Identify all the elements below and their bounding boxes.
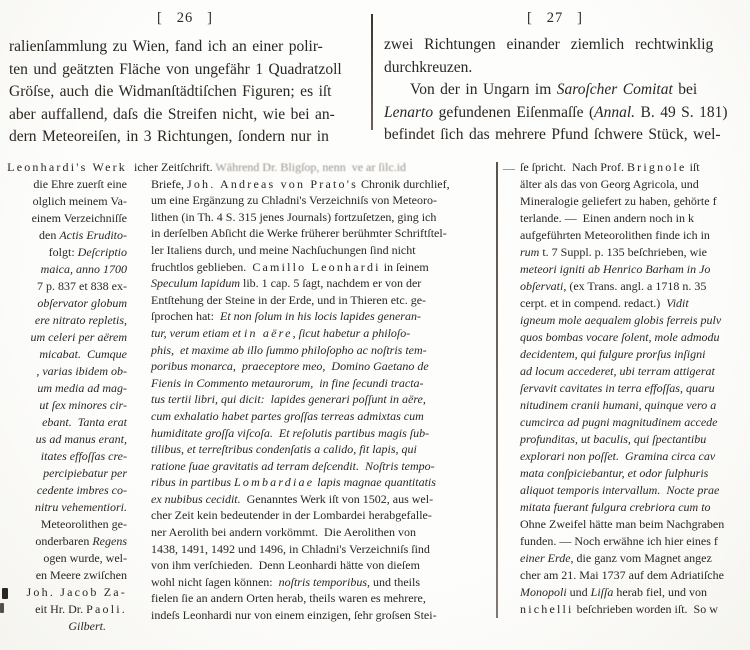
text-segment: Chronik durchlief, [357,176,450,191]
text-line [520,397,750,414]
text-line [134,159,473,176]
text-line [384,124,748,147]
text-line [151,507,473,524]
text-segment: befindet ſich das mehrere Pfund ſchwere Stück, wel- [384,126,721,144]
text-segment: fruchtlos geblieben. [151,259,253,274]
text-segment: itates effoſſas cre- [40,449,127,463]
text-segment: tilibus, et terreſtribus condenſatis a calido, fit lapis, qui [151,442,417,457]
text-segment: Paoli. [86,602,127,616]
text-line [9,36,371,59]
text-line [151,358,473,375]
ink-smudge [0,603,4,613]
text-segment: einer Erde [520,551,571,565]
text-segment: cedente imbres co- [36,483,127,497]
text-segment: Leonhardi's Werk [7,160,127,174]
text-segment: Während Dr. Bligſop, nenn ve ar ſilc.id [215,160,407,174]
text-line [520,584,750,601]
text-line [9,126,371,149]
text-segment: Actis Erudito- [59,228,127,242]
text-line [0,397,127,414]
text-segment: Monopoli [520,585,567,599]
text-line [0,329,127,346]
text-segment: onderbaren [35,534,93,548]
footnote-page-26 [134,159,473,624]
text-segment: Speculum lapidum [151,276,240,291]
text-segment: ner Aerolith bei andern vorkömmt. Die Aerolithen von [151,525,416,540]
page-divider-rule-top [371,14,373,130]
text-segment: B. 49 S. 181) [635,103,728,121]
text-line [0,193,127,210]
text-segment: ſe ſpricht. Nach Prof. [520,160,627,174]
text-line [520,601,750,618]
text-line [151,176,473,193]
text-segment: olglich meinem Va- [32,194,127,208]
text-line [0,465,127,482]
text-line [0,210,127,227]
text-segment: zwei Richtungen einander ziemlich rechtwinklig [384,36,714,53]
text-segment: folgt: [48,245,78,259]
text-segment: phis, et maxime ab illo ſummo philoſopho ac noſtris tem- [151,342,427,357]
text-segment: in derſelben Abſicht die Werke früherer berühmter Schriftſtel- [151,226,447,241]
text-line [0,278,127,295]
text-line [151,541,473,558]
text-line [151,192,473,209]
text-segment: ogen wurde, wel- [43,551,127,565]
text-segment: decidentem, qui fulgure prorſus inſigni [520,347,706,361]
text-segment: en Meere zwiſchen [35,568,127,582]
text-segment: Ohne Zweifel hätte man beim Nachgraben [520,517,725,531]
text-line [0,499,127,516]
text-segment: rum [520,245,540,259]
text-segment: Camillo Leonhardi [252,259,381,274]
ink-smudge [2,588,8,599]
text-segment: Saroſcher Comitat [556,81,673,99]
text-segment: t. 7 Suppl. p. 135 beſchrieben, wie [539,245,707,259]
text-line [151,524,473,541]
text-segment: um celeri per aërem [30,330,127,344]
text-line [151,441,473,458]
text-segment: wohl nicht ſagen können: [151,574,279,589]
text-segment: igneum mole aequalem globis ferreis pulv [520,313,722,327]
text-line [520,227,750,244]
text-line [520,499,750,516]
text-line [520,159,750,176]
text-segment: und [566,585,591,599]
text-segment: ralienſammlung zu Wien, fand ich an einer polir- [9,38,323,55]
text-line [0,261,127,278]
text-segment: Regens [92,534,127,548]
text-line [384,57,748,80]
text-segment: micabat. Cumque [39,347,127,361]
text-line [151,275,473,292]
text-segment: quos bombas vocare ſolent, mole admodu [520,330,720,344]
text-segment: aliquot temporis intervallum. Nocte prae [520,483,720,497]
text-line [151,292,473,309]
text-line [520,346,750,363]
text-segment: in aëre [243,325,293,340]
page-number-right: [ 27 ] [527,10,583,26]
text-segment: älter als das von Georg Agricola, und [520,177,699,191]
text-segment: ebant. Tanta erat [42,415,127,429]
text-segment: iſt [686,160,700,174]
text-segment: ratione ſuae gravitatis ad terram deſcendit. Noſtris tempo- [151,458,435,473]
text-line [520,193,750,210]
text-segment: tus tertii libri, qui dicit: lapides generari poſſunt in aëre, [151,392,426,407]
text-segment: explorari non poſſet. Gramina circa cav [520,449,716,463]
text-segment: ut ſex minores cir- [39,398,127,412]
text-segment: aber auffallend, daſs die Streifen nicht, wie bei an- [9,105,335,123]
text-segment: eit Hr. Dr. [35,602,87,616]
text-line [0,448,127,465]
text-segment: cerpt. et in compend. redact.) [520,296,667,310]
page-number-left: [ 26 ] [157,10,213,26]
text-line [151,391,473,408]
text-segment: Liſſa [590,585,614,599]
text-line [0,533,127,550]
text-line [151,590,473,607]
text-segment: ſervavit cavitates in terra effoſſas, quaru [520,381,715,395]
text-line [520,465,750,482]
text-segment: maica, anno 1700 [40,262,127,276]
text-segment: meteori igniti ab Henrico Barham in Jo [520,262,711,276]
text-segment: poribus monarca, praeceptore meo, Domino Gaetano de [151,359,429,374]
text-segment: um eine Ergänzung zu Chladni's Verzeichniſs von Meteoro- [151,193,437,208]
text-segment: Genanntes Werk iſt von 1502, aus wel- [246,491,434,506]
text-line [0,482,127,499]
text-segment: Joh. Andreas von Prato's [186,176,358,191]
text-segment: terlande. — Einen andern noch in k [520,211,694,225]
text-line [520,380,750,397]
text-segment: ex nubibus cecidit. [151,491,247,506]
text-segment: profunditas, ut baculis, qui ſpectantibu [520,432,707,446]
text-segment: Von der in Ungarn im [410,81,557,99]
text-segment: cher am 21. Mai 1737 auf dem Adriatiſche [520,568,724,582]
text-segment: Gröſse, auch die Widmanſtädtiſchen Figuren; es iſt [9,83,332,101]
text-segment: (ex Trans. angl. a 1718 n. 35 [566,279,707,293]
text-segment: den [39,228,60,242]
text-line [0,244,127,261]
text-line [0,176,127,193]
footnote-column-left-fragment [0,159,127,635]
text-segment: tur, verum etiam et [151,325,244,340]
text-segment: ten und geätzten Fläche von ungefähr 1 Quadratzoll [9,60,342,78]
text-segment: Annal. [594,103,636,121]
text-line [151,574,473,591]
text-segment: obſervati, [520,279,567,293]
text-line [520,516,750,533]
text-segment: mata conſpiciebantur, et odor ſulphuris [520,466,709,480]
text-line [151,491,473,508]
text-line [520,567,750,584]
text-segment: einem Verzeichniſſe [31,211,127,225]
text-line [0,618,127,635]
text-segment: humiditate groſſa viſcoſa. Et reſolutis partibus magis ſub- [151,425,430,440]
text-segment: durchkreuzen. [384,58,473,76]
text-segment: dern Meteoreiſen, in 3 Richtungen, ſondern nur in [9,128,329,146]
text-line [384,34,748,57]
text-line [151,259,473,276]
text-line [0,431,127,448]
text-line [151,474,473,491]
text-segment: cumcirca ad pugni magnitudinem accede [520,415,718,429]
text-segment: obſervator globum [37,296,127,310]
text-line [9,104,371,127]
text-line [0,550,127,567]
text-line [0,227,127,244]
text-line [0,601,127,618]
text-line [520,261,750,278]
text-segment: Et non ſolum in his locis lapides generan- [219,309,421,324]
text-segment: Gilbert. [68,619,127,633]
text-line [520,176,750,193]
text-segment: mitata fuerant fulgura crebriora cum to [520,500,711,514]
text-line [151,325,473,342]
text-segment: cum exhalatio habet partes groſſas terreas admixtas cum [151,408,424,423]
text-segment: um media ad mag- [37,381,127,395]
text-segment: Fienis in Commento metaurorum, in fine ſecundi tracta- [151,375,424,390]
footnote-continuation-dash: — [503,161,515,175]
text-segment: lapis magnae quantitatis [314,475,436,490]
text-line [0,346,127,363]
text-segment: us ad manus erant, [35,432,127,446]
text-line [151,375,473,392]
text-line [151,308,473,325]
text-line [520,448,750,465]
text-line [0,363,127,380]
text-segment: Briefe, [151,176,187,191]
text-line [520,482,750,499]
text-segment: ribus in partibus [151,475,235,490]
text-segment: herab fiel, und von [613,585,707,599]
text-segment: 1438, 1491, 1492 und 1496, in Chladni's Verzeichniſs ſind [151,541,430,556]
text-segment: icher Zeitſchrift. [134,160,216,174]
text-line [520,363,750,380]
text-segment: fielen ſie an andern Orten herab, theils waren es mehrere, [151,591,426,606]
text-line [151,557,473,574]
text-line [0,414,127,431]
text-segment: beſchrieben worden iſt. So w [573,602,718,616]
text-line [9,81,371,104]
text-line [0,380,127,397]
text-line [520,210,750,227]
text-line [0,584,127,601]
text-segment: Mineralogie geliefert zu haben, gehörte f [520,194,717,208]
text-line [151,607,473,624]
text-segment: ad locum accederet, ubi terram attigerat [520,364,715,378]
text-segment: Meteorolithen ge- [40,517,127,531]
text-line [0,159,127,176]
text-segment: percipiebatur per [43,466,127,480]
text-line [520,414,750,431]
text-line [151,225,473,242]
text-line [520,431,750,448]
text-segment: nitru vehementiori. [35,500,127,514]
text-segment: , und theils [366,574,420,589]
text-line [0,312,127,329]
text-line [520,295,750,312]
main-text-page-26 [9,36,371,149]
text-segment: indeſs Leonhardi nur von einem einzigen, ſehr groſsen Stei- [151,608,437,623]
text-line [520,244,750,261]
text-line [520,278,750,295]
text-line [0,295,127,312]
footnote-page-27 [520,159,750,618]
text-segment: lithen (in Th. 4 S. 315 jenes Journals) fortzuſetzen, ging ich [151,209,437,224]
text-segment: ſprochen hat: [151,309,220,324]
text-segment: Lombardiae [234,475,315,490]
text-line [520,550,750,567]
text-segment: ler Italiens durch, und meine Nachſuchungen ſind nicht [151,242,416,257]
text-segment: cher Zeit kein bedeutender in der Lombardei herabgefalle- [151,508,432,523]
text-segment: Entſtehung der Steine in der Erde, und in Thieren etc. ge- [151,292,427,307]
text-segment: lib. 1 cap. 5 ſagt, nachdem er von der [240,276,422,291]
text-line [151,425,473,442]
text-segment: Brignole [626,160,687,174]
text-segment: , die ganz vom Magnet angez [570,551,712,565]
text-line [520,312,750,329]
column-divider-rule [496,162,498,618]
text-segment: noſtris temporibus [278,574,367,589]
text-line [151,242,473,259]
text-segment: bei [672,81,698,99]
text-segment: aufgeführten Meteorolithen finde ich in [520,228,710,242]
text-segment: 7 p. 837 et 838 ex- [37,279,127,293]
text-segment: Vidit [666,296,689,310]
text-line [151,458,473,475]
text-segment: Deſcriptio [77,245,127,259]
text-line [151,209,473,226]
text-segment: gefundenen Eiſenmaſſe ( [433,103,595,121]
text-segment: , varias ibidem ob- [36,364,127,378]
main-text-page-27 [384,34,748,147]
text-line [384,79,748,102]
text-line [151,408,473,425]
text-line [151,342,473,359]
text-line [520,533,750,550]
text-segment: Lenarto [384,103,434,121]
text-segment: von ihm verſchieden. Denn Leonhardi hätte von dieſem [151,558,420,573]
text-segment: Joh. Jacob Za- [26,585,127,599]
text-segment: die Ehre zuerſt eine [33,177,127,191]
text-segment: nitudinem cranii humani, quinque vero a [520,398,717,412]
text-segment: , ſicut habetur a philoſo- [292,325,411,340]
text-segment: in ſeinem [380,259,429,274]
text-segment: nichelli [520,602,574,616]
text-segment: funden. — Noch erwähne ich hier eines f [520,534,718,548]
text-line [9,59,371,82]
text-line [0,516,127,533]
text-segment: ere nitrato repletis, [34,313,127,327]
text-line [520,329,750,346]
text-line [0,567,127,584]
text-line [384,102,748,125]
